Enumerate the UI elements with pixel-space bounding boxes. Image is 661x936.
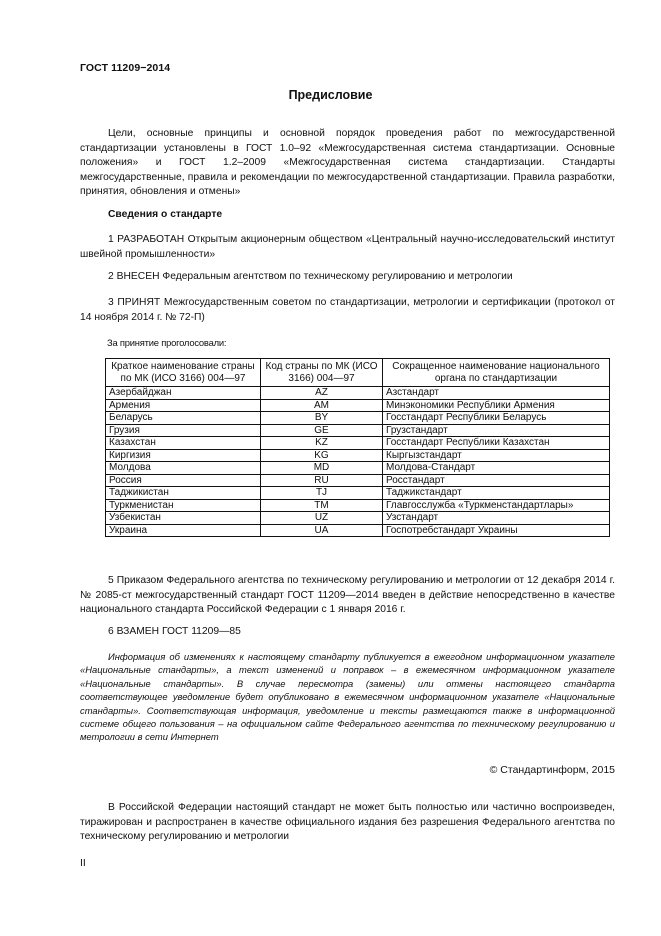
column-header-country: Краткое наименование страны по МК (ИСО 3166) 004—97 [106, 359, 261, 387]
body-cell: Росстандарт [383, 474, 610, 487]
voted-label: За принятие проголосовали: [107, 337, 227, 348]
table-row [106, 399, 610, 412]
body-cell: Кыргызстандарт [383, 449, 610, 462]
body-cell: Азстандарт [383, 387, 610, 400]
code-cell: BY [261, 412, 383, 425]
column-header-body: Сокращенное наименование национального органа по стандартизации [383, 359, 610, 387]
country-cell: Украина [106, 524, 261, 537]
restriction-paragraph: В Российской Федерации настоящий стандарт не может быть полностью или частично воспроизведен, тиражирован и распространен в качестве официального издания без разрешения Федерального агентства по техническому регулированию и метрологии [80, 802, 615, 843]
item-order: 5 Приказом Федерального агентства по техническому регулированию и метрологии от 12 декабря 2014 г. № 2085-ст межгосударственный стандарт ГОСТ 11209—2014 введен в действие непосредственно в качестве национального стандарта Российской Федерации с 1 января 2016 г. [80, 575, 615, 616]
table-row [106, 474, 610, 487]
country-cell: Россия [106, 474, 261, 487]
country-cell: Киргизия [106, 449, 261, 462]
table-row [106, 387, 610, 400]
country-cell: Казахстан [106, 437, 261, 450]
code-cell: AM [261, 399, 383, 412]
table-row [106, 462, 610, 475]
item-developed: 1 РАЗРАБОТАН Открытым акционерным обществом «Центральный научно-исследовательский институт швейной промышленности» [80, 234, 615, 260]
table-row [106, 437, 610, 450]
body-cell: Госстандарт Республики Казахстан [383, 437, 610, 450]
page-title: Предисловие [288, 88, 373, 102]
table-row [106, 412, 610, 425]
amendments-notice: Информация об изменениях к настоящему стандарту публикуется в ежегодном информационном указателе «Национальные стандарты», а текст изменений и поправок – в ежемесячном информационном указателе «Национальные стандарты». В случае пересмотра (замены) или отмены настоящего стандарта соответствующее уведомление будет опубликовано в ежемесячном информационном указателе «Национальные стандарты». Соответствующая информация, уведомление и тексты размещаются также в информационной системе общего пользования – на официальном сайте Федерального агентства по техническому регулированию и метрологии в сети Интернет [80, 651, 615, 743]
body-cell: Молдова-Стандарт [383, 462, 610, 475]
code-cell: KZ [261, 437, 383, 450]
body-cell: Узстандарт [383, 512, 610, 525]
table-row [106, 499, 610, 512]
code-cell: GE [261, 424, 383, 437]
code-cell: KG [261, 449, 383, 462]
table-row [106, 424, 610, 437]
country-cell: Грузия [106, 424, 261, 437]
code-cell: UZ [261, 512, 383, 525]
code-cell: UA [261, 524, 383, 537]
country-cell: Беларусь [106, 412, 261, 425]
table-row [106, 487, 610, 500]
country-cell: Армения [106, 399, 261, 412]
body-cell: Грузстандарт [383, 424, 610, 437]
country-cell: Узбекистан [106, 512, 261, 525]
item-adopted: 3 ПРИНЯТ Межгосударственным советом по стандартизации, метрологии и сертификации (протокол от 14 ноября 2014 г. № 72-П) [80, 297, 615, 323]
body-cell: Госпотребстандарт Украины [383, 524, 610, 537]
table-header-row [106, 359, 610, 387]
table-row [106, 449, 610, 462]
code-cell: AZ [261, 387, 383, 400]
body-cell: Госстандарт Республики Беларусь [383, 412, 610, 425]
info-heading: Сведения о стандарте [108, 209, 223, 220]
voting-states-table [105, 358, 610, 537]
code-cell: TM [261, 499, 383, 512]
table-row [106, 524, 610, 537]
country-cell: Туркменистан [106, 499, 261, 512]
copyright-line: © Стандартинформ, 2015 [489, 764, 615, 776]
body-cell: Главгосслужба «Туркменстандартлары» [383, 499, 610, 512]
document-id-header: ГОСТ 11209−2014 [80, 62, 171, 74]
item-replaces: 6 ВЗАМЕН ГОСТ 11209—85 [108, 626, 241, 637]
item-introduced: 2 ВНЕСЕН Федеральным агентством по техническому регулированию и метрологии [108, 271, 513, 282]
code-cell: RU [261, 474, 383, 487]
code-cell: MD [261, 462, 383, 475]
intro-paragraph: Цели, основные принципы и основной порядок проведения работ по межгосударственной стандартизации установлены в ГОСТ 1.0–92 «Межгосударственная система стандартизации. Основные положения» и ГОСТ 1.2–2009 «Межгосударственная система стандартизации. Стандарты межгосударственные, правила и рекомендации по межгосударственной стандартизации. Правила разработки, принятия, обновления и отмены» [80, 128, 615, 198]
page-number: II [80, 857, 86, 869]
country-cell: Молдова [106, 462, 261, 475]
table-row [106, 512, 610, 525]
country-cell: Азербайджан [106, 387, 261, 400]
body-cell: Таджикстандарт [383, 487, 610, 500]
code-cell: TJ [261, 487, 383, 500]
country-cell: Таджикистан [106, 487, 261, 500]
body-cell: Минэкономики Республики Армения [383, 399, 610, 412]
column-header-code: Код страны по МК (ИСО 3166) 004—97 [261, 359, 383, 387]
